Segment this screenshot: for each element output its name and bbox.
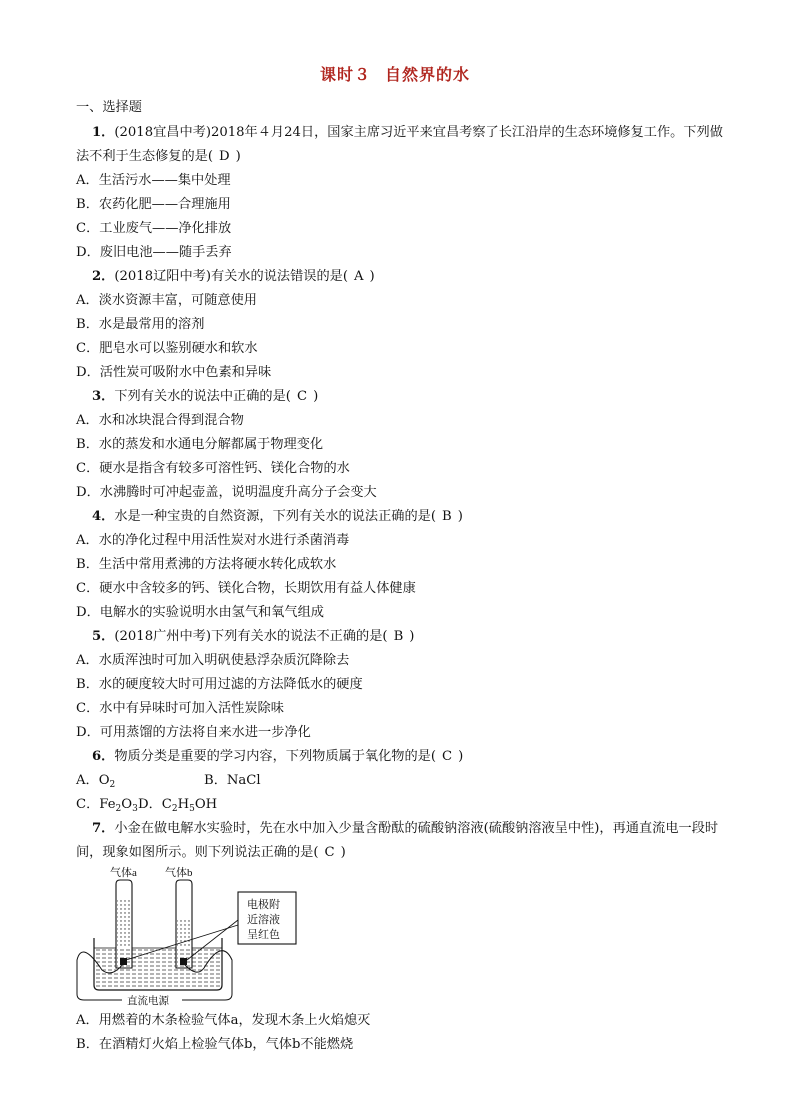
q5-answer: B (393, 629, 404, 644)
q1-option-a: A．生活污水——集中处理 (76, 173, 231, 188)
q3-answer: C (296, 389, 308, 404)
water (95, 948, 221, 989)
q1-answer: D (219, 149, 230, 164)
q1-option-d: D．废旧电池——随手丢弃 (76, 245, 232, 260)
page-title (0, 62, 790, 85)
q3-option-d: D．水沸腾时可冲起壶盖，说明温度升高分子会变大 (76, 485, 377, 500)
annotation-line1: 电极附 (247, 899, 280, 911)
annotation-line3: 呈红色 (247, 929, 280, 941)
electrolysis-diagram (72, 860, 312, 1010)
q1-stem-line2: 法不利于生态修复的是( D ) (76, 149, 241, 164)
q4-option-d: D．电解水的实验说明水由氢气和氧气组成 (76, 605, 324, 620)
annotation-line2: 近溶液 (247, 914, 280, 926)
gas-a-label: 气体a (110, 867, 137, 879)
q7-option-a: A．用燃着的木条检验气体a，发现木条上火焰熄灭 (76, 1013, 371, 1028)
q6-option-b: B．NaCl (204, 773, 261, 788)
electrode-b (180, 958, 187, 965)
q2-answer: A (354, 269, 364, 284)
q3-stem: 3．下列有关水的说法中正确的是( C ) (92, 389, 319, 404)
q2-stem: 2．(2018辽阳中考)有关水的说法错误的是( A ) (92, 269, 375, 284)
lesson-title: 自然界的水 (385, 65, 471, 84)
q6-answer: C (442, 749, 453, 764)
q5-option-a: A．水质浑浊时可加入明矾使悬浮杂质沉降除去 (76, 653, 350, 668)
q6-stem: 6．物质分类是重要的学习内容，下列物质属于氧化物的是( C ) (92, 749, 464, 764)
power-supply-label: 直流电源 (127, 996, 169, 1007)
q1-stem-line1: 1．(2018宜昌中考)2018年４月24日，国家主席习近平来宜昌考察了长江沿岸的生态环境修复工作。下列做 (92, 125, 723, 140)
q5-option-b: B．水的硬度较大时可用过滤的方法降低水的硬度 (76, 677, 363, 692)
q5-stem: 5．(2018广州中考)下列有关水的说法不正确的是( B ) (92, 629, 415, 644)
q7-stem-line1: 7．小金在做电解水实验时，先在水中加入少量含酚酞的硫酸钠溶液(硫酸钠溶液呈中性)，再通直流电一段时 (92, 821, 719, 836)
q4-option-a: A．水的净化过程中用活性炭对水进行杀菌消毒 (76, 533, 350, 548)
q4-option-b: B．生活中常用煮沸的方法将硬水转化成软水 (76, 557, 337, 572)
gas-b-label: 气体b (165, 867, 193, 879)
q1-option-b: B．农药化肥——合理施用 (76, 197, 231, 212)
lesson-number: 课时３ (319, 65, 371, 84)
q3-option-c: C．硬水是指含有较多可溶性钙、镁化合物的水 (76, 461, 350, 476)
q3-option-b: B．水的蒸发和水通电分解都属于物理变化 (76, 437, 324, 452)
q6-option-d: D．$C_2H_5OH$ (138, 797, 218, 814)
q6-option-c: C．$Fe_2O_3$ (76, 797, 138, 814)
q2-option-a: A．淡水资源丰富，可随意使用 (76, 293, 257, 308)
q7-option-b: B．在酒精灯火焰上检验气体b，气体b不能燃烧 (76, 1037, 354, 1052)
electrode-a (120, 958, 127, 965)
q5-option-c: C．水中有异味时可加入活性炭除味 (76, 701, 284, 716)
q4-stem: 4．水是一种宝贵的自然资源，下列有关水的说法正确的是( B ) (92, 509, 463, 524)
section-heading: 一、选择题 (76, 100, 142, 115)
q2-option-b: B．水是最常用的溶剂 (76, 317, 205, 332)
q1-option-c: C．工业废气——净化排放 (76, 221, 232, 236)
q2-option-c: C．肥皂水可以鉴别硬水和软水 (76, 341, 258, 356)
q4-answer: B (442, 509, 452, 524)
q2-option-d: D．活性炭可吸附水中色素和异味 (76, 365, 272, 380)
q4-option-c: C．硬水中含较多的钙、镁化合物，长期饮用有益人体健康 (76, 581, 416, 596)
q6-option-a: A．$O_2$ (76, 773, 116, 790)
q5-option-d: D．可用蒸馏的方法将自来水进一步净化 (76, 725, 311, 740)
q7-answer: C (324, 845, 335, 860)
q7-stem-line2: 间，现象如图所示。则下列说法正确的是( C ) (76, 845, 346, 860)
q3-option-a: A．水和冰块混合得到混合物 (76, 413, 244, 428)
